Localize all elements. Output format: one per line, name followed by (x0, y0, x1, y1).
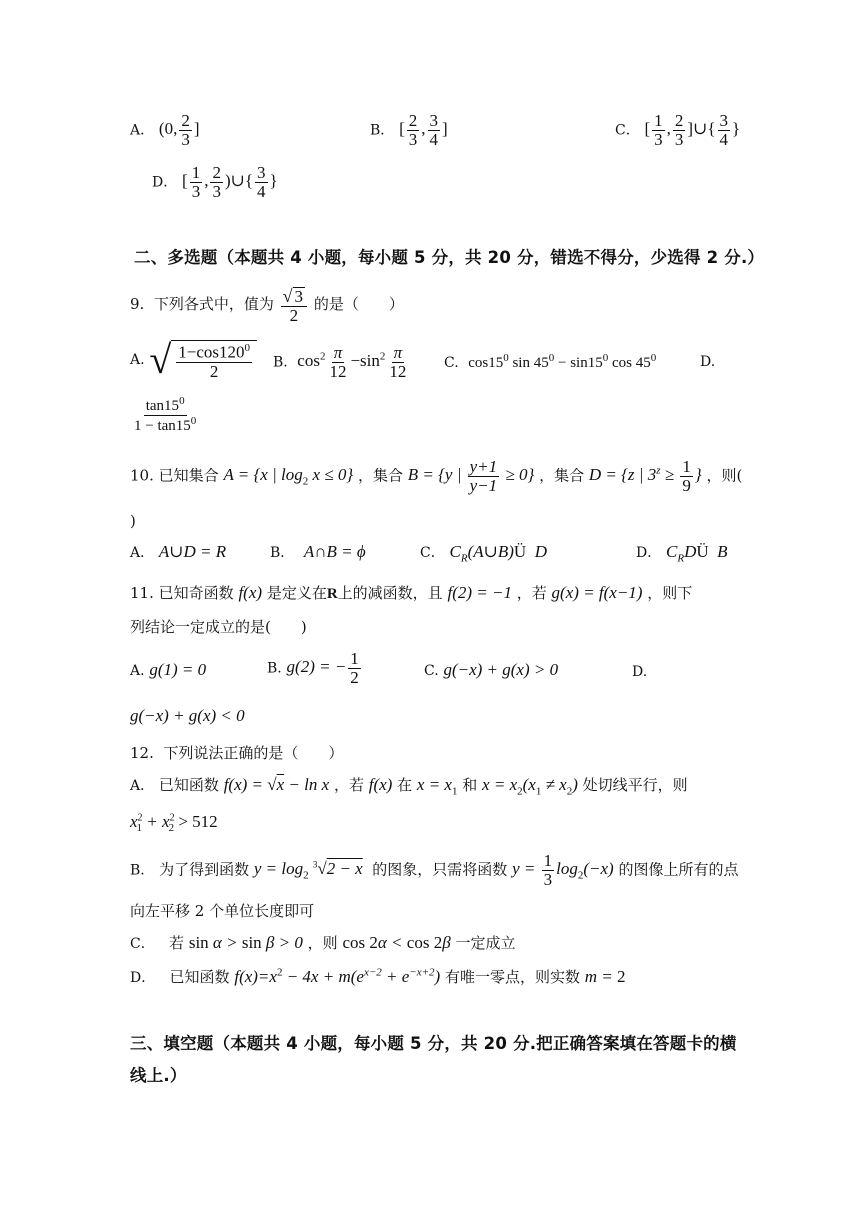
q10-option-b: B． A∩B = ϕ (270, 542, 366, 561)
q11-stem-r: R (326, 586, 338, 602)
q11-option-c: C. g(−x) + g(x) > 0 (424, 660, 559, 679)
q11-option-b-label: B. (267, 660, 282, 677)
q11-number: 11. (130, 584, 154, 602)
q10-stem (130, 458, 742, 495)
q12-option-a-label: A． (130, 778, 155, 794)
q10-option-b-label: B． (270, 545, 295, 561)
q9-option-b-label: B. (273, 354, 288, 371)
q8-option-c-math: [ $\frac{1}{3}$ , $\frac{2}{3}$ ]∪{ $\frac{3}{4}$ } (644, 111, 741, 149)
q10-option-a-label: A． (130, 545, 155, 561)
q11-stem-3: 上的减函数，且 (337, 584, 443, 602)
q12-option-b-text-3: 的图像上所有的点 (618, 860, 739, 879)
q11-option-d-label-wrap (632, 662, 647, 680)
q10-option-d: D． $C_RDÜ$ B (636, 542, 728, 565)
q9-stem (130, 286, 404, 324)
q10-stem-3: ，集合 (539, 466, 585, 485)
q8-option-b (370, 112, 448, 149)
section3-heading-line1: 三、填空题（本题共 4 小题，每小题 5 分，共 20 分.把正确答案填在答题卡的横 (130, 1034, 737, 1053)
q9-option-c-label: C. (444, 355, 459, 371)
q11-stem-4: ，若 (516, 584, 547, 602)
q12-option-c-text-1: 若 (169, 934, 185, 952)
q10-stem-4: ，则( (706, 466, 743, 485)
q9-option-d-label: D. (700, 354, 716, 370)
q12-option-c: C． 若 sin α > sin β > 0 ，则 cos 2α < cos 2β 一定成立 (130, 933, 516, 952)
q11-stem-5: ，则下 (647, 584, 693, 602)
q12-option-d-text-2: 有唯一零点，则实数 (444, 968, 580, 986)
q9-option-c-math: $\cos 15^0$ $\sin 45^0 - \sin 15^0$ $\cos 45^0$ (468, 352, 657, 371)
section2-heading: 二、多选题（本题共 4 小题，每小题 5 分，共 20 分，错选不得分，少选得 2 分.） (134, 248, 765, 267)
q10-option-a: A． A∪D = R (130, 542, 227, 561)
q10-stem-cont: ) (130, 512, 136, 530)
q8-option-c-label: C． (615, 122, 640, 139)
q9-option-b-math: $\cos^2$ $\frac{\pi}{12}$ $-\sin^2$ $\frac{\pi}{12}$ (297, 343, 407, 381)
q11-option-d-label: D. (632, 664, 648, 680)
q12-stem-text: 下列说法正确的是（ ） (163, 744, 344, 762)
q12-option-b: B. 为了得到函数 $y = \log_2 ^3√2 - x$ 的图象，只需将函数 y = $\frac{1}{3}$ $\log_2(-x)$ 的图像上所有的点 (130, 851, 739, 889)
q12-option-d-label: D． (130, 970, 156, 986)
q11-option-d-math: g(−x) + g(x) < 0 (130, 706, 245, 725)
q9-option-d-label-wrap (700, 352, 715, 370)
q11-option-b: B. g(2) = − $\frac{1}{2}$ (267, 649, 359, 687)
q11-option-a-label: A. (130, 663, 145, 679)
q8-option-c (615, 112, 740, 149)
q12-option-c-text-2: ，则 (307, 934, 338, 952)
q12-option-a-text-4: 和 (462, 776, 478, 794)
q9-stem-after: 的是（ ） (313, 295, 404, 314)
q8-option-d-label: D． (152, 174, 178, 191)
q8-option-b-math: [ $\frac{2}{3}$ , $\frac{3}{4}$ ] (399, 111, 448, 149)
q12-option-b-text-1: 为了得到函数 (159, 860, 250, 879)
q12-option-c-label: C． (130, 936, 155, 952)
q12-option-a-text-3: 在 (397, 776, 413, 794)
q12-option-b-label: B. (130, 862, 145, 879)
q12-stem (130, 742, 343, 763)
q12-option-a-text-1: 已知函数 (158, 776, 219, 794)
q11-stem-line2: 列结论一定成立的是( ) (130, 618, 307, 636)
q9-option-a-math: √ $\frac{1-\cos 120^0}{2}$ (149, 340, 257, 380)
q12-option-a-text-2: ，若 (333, 776, 364, 794)
q12-option-c-text-3: 一定成立 (455, 934, 516, 952)
q8-option-d (152, 164, 278, 201)
q11-stem-2: 是定义在 (266, 584, 327, 602)
q9-target-value: √ 3 2 (281, 286, 307, 324)
q11-stem-1: 已知奇函数 (158, 584, 234, 602)
q10-option-d-label: D． (636, 545, 662, 561)
q12-option-d: D． 已知函数 $f(x)=x^2 - 4x + m(e^{x-2} + e^{-x+2})$ 有唯一零点，则实数 m = 2 (130, 966, 626, 986)
q12-option-a-text-5: 处切线平行，则 (582, 776, 688, 794)
q10-set-d: D = {z | $3^z$ ≥ $\frac{1}{9}$ } (588, 457, 702, 495)
q8-option-a (130, 112, 200, 149)
q9-option-d-math: $\frac{\tan 15^0}{1 - \tan 15^0}$ (134, 395, 197, 434)
q8-option-d-math: [ $\frac{1}{3}$ , $\frac{2}{3}$ )∪{ $\frac{3}{4}$ } (182, 163, 278, 201)
q10-set-b: B = {y | $\frac{y+1}{y-1}$ ≥ 0} (407, 457, 535, 495)
q9-number: 9. (130, 295, 145, 314)
q10-stem-2: ，集合 (357, 466, 403, 485)
q8-option-b-label: B． (370, 122, 395, 139)
q10-stem-1: 已知集合 (158, 466, 219, 485)
q12-number: 12. (130, 744, 154, 762)
q11-stem: 11. 已知奇函数 f(x) 是定义在R上的减函数，且 f(2) = −1 ，若 g(x) = f(x−1) ，则下 (130, 583, 693, 602)
q8-option-a-math: (0, $\frac{2}{3}$ ] (158, 111, 200, 149)
q10-option-c-label: C． (420, 545, 445, 561)
section3-heading-line2: 线上.） (130, 1066, 187, 1085)
q11-option-c-label: C. (424, 663, 439, 679)
q10-number: 10. (130, 466, 154, 485)
q12-option-b-line2: 向左平移 2 个单位长度即可 (130, 902, 315, 920)
q12-option-a: A． 已知函数 f(x) = √x − ln x ，若 f(x) 在 $x = x_1$ 和 $x = x_2(x_1 \ne x_2)$ 处切线平行，则 (130, 775, 688, 798)
q12-option-d-text-1: 已知函数 (169, 968, 230, 986)
q10-set-a: A = {x | $\log_2 x \le 0$} (223, 465, 354, 488)
q9-option-a-label: A. (130, 352, 145, 369)
q11-option-a: A. g(1) = 0 (130, 660, 207, 679)
q8-option-a-label: A． (130, 122, 155, 139)
q12-option-b-text-2: 的图象，只需将函数 (372, 860, 508, 879)
q9-stem-before: 下列各式中，值为 (153, 295, 274, 314)
q9-option-c (444, 352, 656, 372)
q9-option-b (273, 344, 410, 381)
q12-option-a-math: $x^2_1 + x^2_2 > 512$ (130, 812, 218, 835)
q10-option-c: C． $C_R(A\cup B)Ü$ D (420, 542, 547, 565)
q9-option-a (130, 337, 257, 382)
